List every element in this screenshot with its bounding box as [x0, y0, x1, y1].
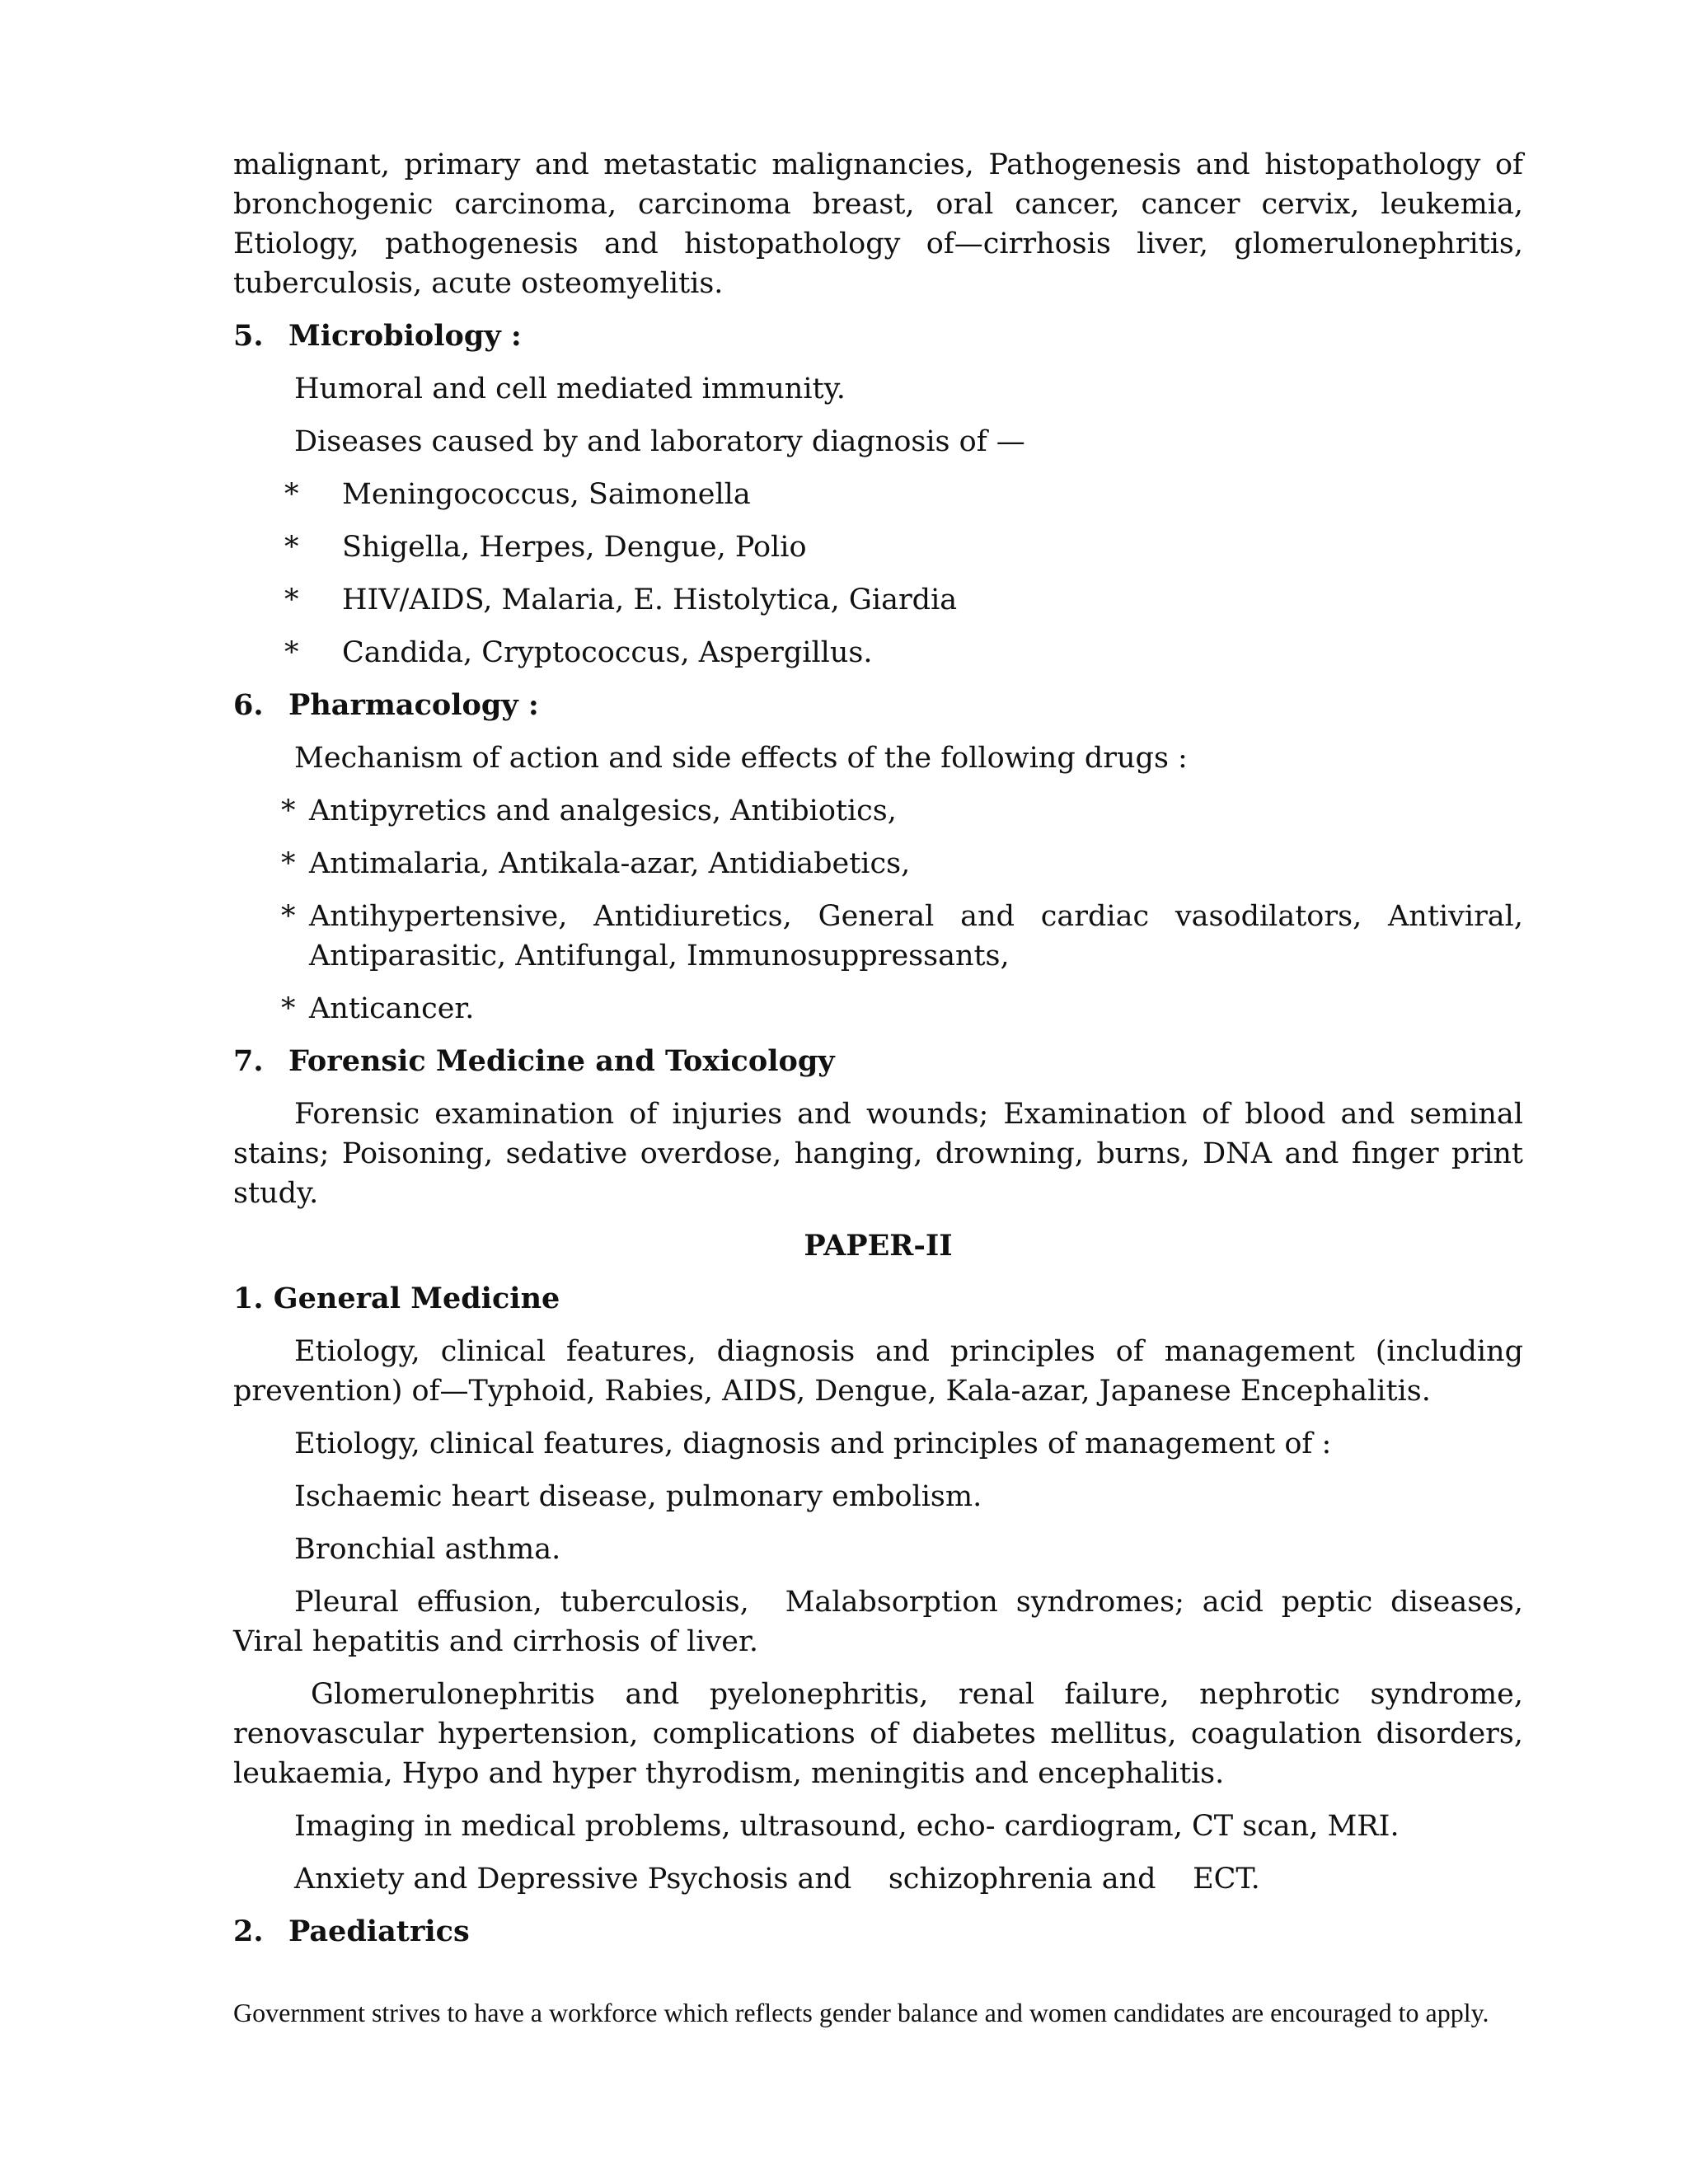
footer-note: Government strives to have a workforce which reflects gender balance and women candidates are encouraged to apply. [233, 1998, 1489, 2027]
bullet-marker: * [281, 992, 296, 1025]
list-item-text: Shigella, Herpes, Dengue, Polio [342, 531, 807, 564]
bullet-marker: * [284, 636, 299, 669]
body-paragraph: Glomerulonephritis and pyelonephritis, renal failure, nephrotic syndrome, renovascular hypertension, complications of diabetes mellitus, coagulation disorders, leukaemia, Hypo and hyper thyrodism, meningitis and encephalitis. [233, 1678, 1523, 1790]
list-item [233, 580, 1523, 620]
body-paragraph: Etiology, clinical features, diagnosis and principles of management of : [294, 1427, 1332, 1460]
body-paragraph: Etiology, clinical features, diagnosis and principles of management (including prevention) of—Typhoid, Rabies, AIDS, Dengue, Kala-azar, Japanese Encephalitis. [233, 1335, 1523, 1408]
body-paragraph: Pleural effusion, tuberculosis, Malabsorption syndromes; acid peptic diseases, Viral hepatitis and cirrhosis of liver. [233, 1586, 1542, 1658]
list-item [233, 475, 1523, 514]
section-number: 6. [233, 688, 264, 722]
pharmacology-line: Mechanism of action and side effects of the following drugs : [294, 742, 1188, 775]
bullet-marker: * [281, 900, 296, 933]
intro-paragraph: malignant, primary and metastatic malignancies, Pathogenesis and histopathology of bronchogenic carcinoma, carcinoma breast, oral cancer, cancer cervix, leukemia, Etiology, pathogenesis and histopathology of—cirrhosis liver, glomerulonephritis, tuberculosis, acute osteomyelitis. [233, 148, 1523, 300]
list-item-text: HIV/AIDS, Malaria, E. Histolytica, Giardia [342, 583, 958, 616]
body-paragraph: Bronchial asthma. [294, 1533, 561, 1566]
section-heading-paediatrics [233, 1912, 1523, 1952]
bullet-marker: * [284, 478, 299, 511]
list-item [233, 791, 1523, 831]
section-title: Forensic Medicine and Toxicology [288, 1044, 835, 1078]
bullet-marker: * [284, 583, 299, 616]
list-item-text: Candida, Cryptococcus, Aspergillus. [342, 636, 873, 669]
list-item [233, 989, 1523, 1029]
section-heading-general-medicine: 1. General Medicine [233, 1282, 560, 1315]
paper-title: PAPER-II [804, 1229, 953, 1263]
list-item-text: Anticancer. [309, 992, 475, 1025]
body-paragraph: Ischaemic heart disease, pulmonary embolism. [294, 1480, 982, 1513]
section-number: 2. [233, 1915, 264, 1948]
body-paragraph: Anxiety and Depressive Psychosis and schizophrenia and ECT. [294, 1863, 1260, 1896]
bullet-marker: * [284, 531, 299, 564]
list-item-text: Antihypertensive, Antidiuretics, General and cardiac vasodilators, Antiviral, Antiparasitic, Antifungal, Immunosuppressants, [309, 900, 1523, 972]
section-heading-microbiology [233, 316, 1523, 356]
section-title: Microbiology : [288, 319, 522, 353]
microbiology-line: Diseases caused by and laboratory diagnosis of — [294, 425, 1025, 458]
bullet-marker: * [281, 847, 296, 880]
section-title: Paediatrics [288, 1915, 470, 1948]
list-item-text: Antipyretics and analgesics, Antibiotics, [309, 794, 897, 827]
body-paragraph: Imaging in medical problems, ultrasound, echo- cardiogram, CT scan, MRI. [294, 1810, 1400, 1843]
bullet-marker: * [281, 794, 296, 827]
list-item [233, 844, 1523, 883]
microbiology-line: Humoral and cell mediated immunity. [294, 373, 846, 405]
forensic-paragraph: Forensic examination of injuries and wounds; Examination of blood and seminal stains; Poisoning, sedative overdose, hanging, drowning, burns, DNA and finger print study. [233, 1098, 1523, 1210]
section-number: 7. [233, 1044, 264, 1078]
section-title: Pharmacology : [288, 688, 539, 722]
list-item-text: Antimalaria, Antikala-azar, Antidiabetics, [309, 847, 911, 880]
document-page [233, 145, 1542, 1952]
list-item-text: Meningococcus, Saimonella [342, 478, 751, 511]
section-heading-forensic [233, 1042, 1523, 1081]
list-item [233, 527, 1523, 567]
section-number: 5. [233, 319, 264, 353]
list-item [233, 633, 1523, 673]
section-heading-pharmacology [233, 686, 1523, 725]
list-item [233, 897, 1523, 976]
